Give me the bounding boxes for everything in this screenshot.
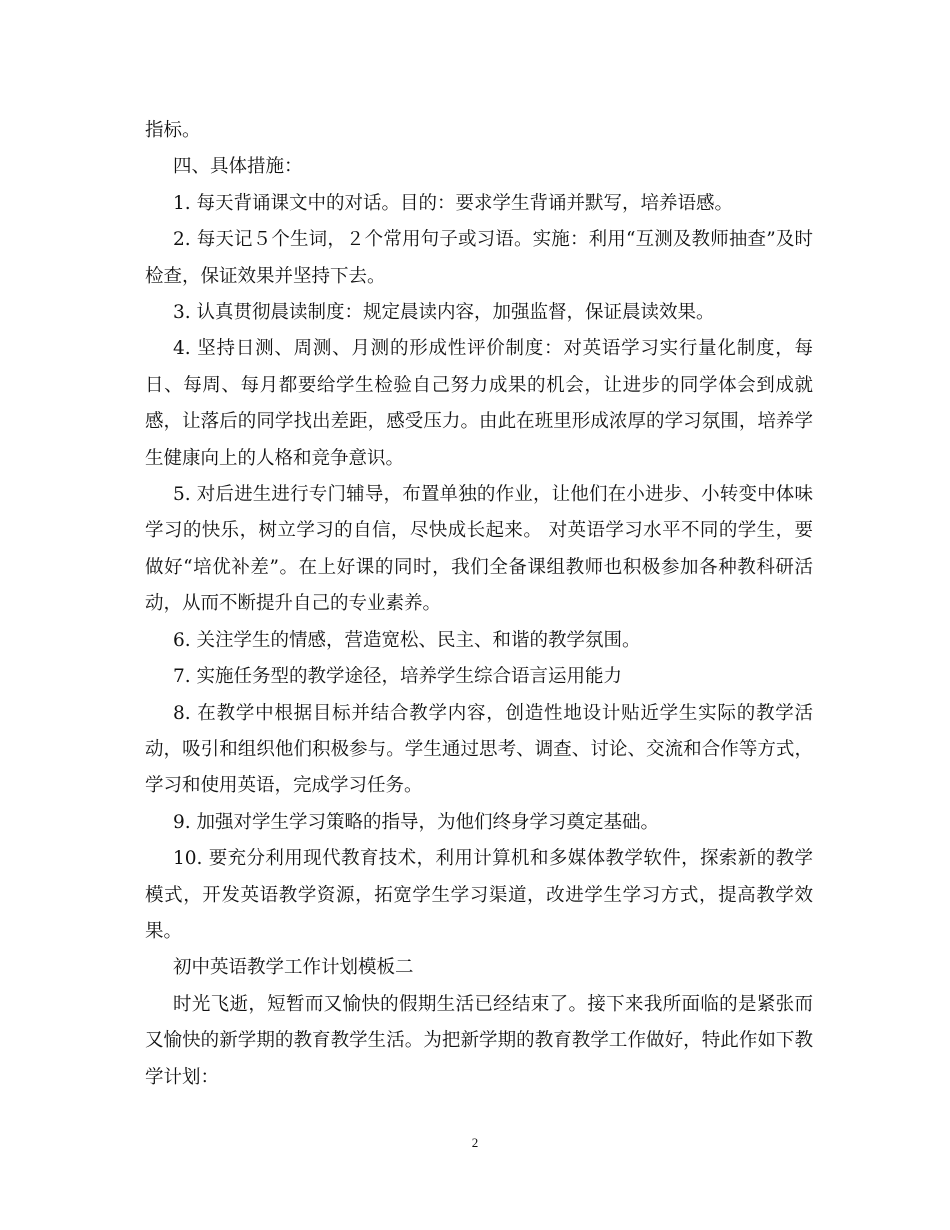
section-heading-measures: 四、具体措施： [173, 156, 303, 178]
paragraph-continuation: 指标。 [145, 120, 201, 141]
list-item-5: 5. 对后进生进行专门辅导，布置单独的作业，让他们在小进步、小转变中体味学习的快乐，树立学习的自信，尽快成长起来。 对英语学习水平不同的学生，要做好“培优补差”。在上好课的同时，我们全备课组教师也积极参加各种教科研活动，从而不断提升自己的专业素养。 [145, 484, 813, 615]
list-item-10: 10. 要充分利用现代教育技术，利用计算机和多媒体教学软件，探索新的教学模式，开发英语教学资源，拓宽学生学习渠道，改进学生学习方式，提高教学效果。 [145, 848, 813, 942]
list-item-7: 7. 实施任务型的教学途径，培养学生综合语言运用能力 [173, 666, 623, 688]
list-item-3: 3. 认真贯彻晨读制度：规定晨读内容，加强监督，保证晨读效果。 [173, 302, 715, 324]
list-item-1: 1. 每天背诵课文中的对话。目的：要求学生背诵并默写，培养语感。 [173, 192, 734, 214]
page-number: 2 [471, 1135, 479, 1150]
list-item-8: 8. 在教学中根据目标并结合教学内容，创造性地设计贴近学生实际的教学活动，吸引和组织他们积极参与。学生通过思考、调查、讨论、交流和合作等方式，学习和使用英语，完成学习任务。 [145, 702, 813, 797]
list-item-6: 6. 关注学生的情感，营造宽松、民主、和谐的教学氛围。 [173, 629, 641, 651]
document-body [145, 113, 813, 1096]
list-item-4: 4. 坚持日测、周测、月测的形成性评价制度：对英语学习实行量化制度，每日、每周、每月都要给学生检验自己努力成果的机会，让进步的同学体会到成就感，让落后的同学找出差距，感受压力。由此在班里形成浓厚的学习氛围，培养学生健康向上的人格和竞争意识。 [145, 338, 813, 469]
list-item-9: 9. 加强对学生学习策略的指导，为他们终身学习奠定基础。 [173, 811, 660, 833]
intro-paragraph: 时光飞逝，短暂而又愉快的假期生活已经结束了。接下来我所面临的是紧张而又愉快的新学期的教育教学生活。为把新学期的教育教学工作做好，特此作如下教学计划： [145, 993, 813, 1088]
list-item-2: 2. 每天记５个生词，２个常用句子或习语。实施：利用“互测及教师抽查”及时检查，保证效果并坚持下去。 [145, 229, 813, 287]
section-title-template-two: 初中英语教学工作计划模板二 [173, 957, 414, 979]
